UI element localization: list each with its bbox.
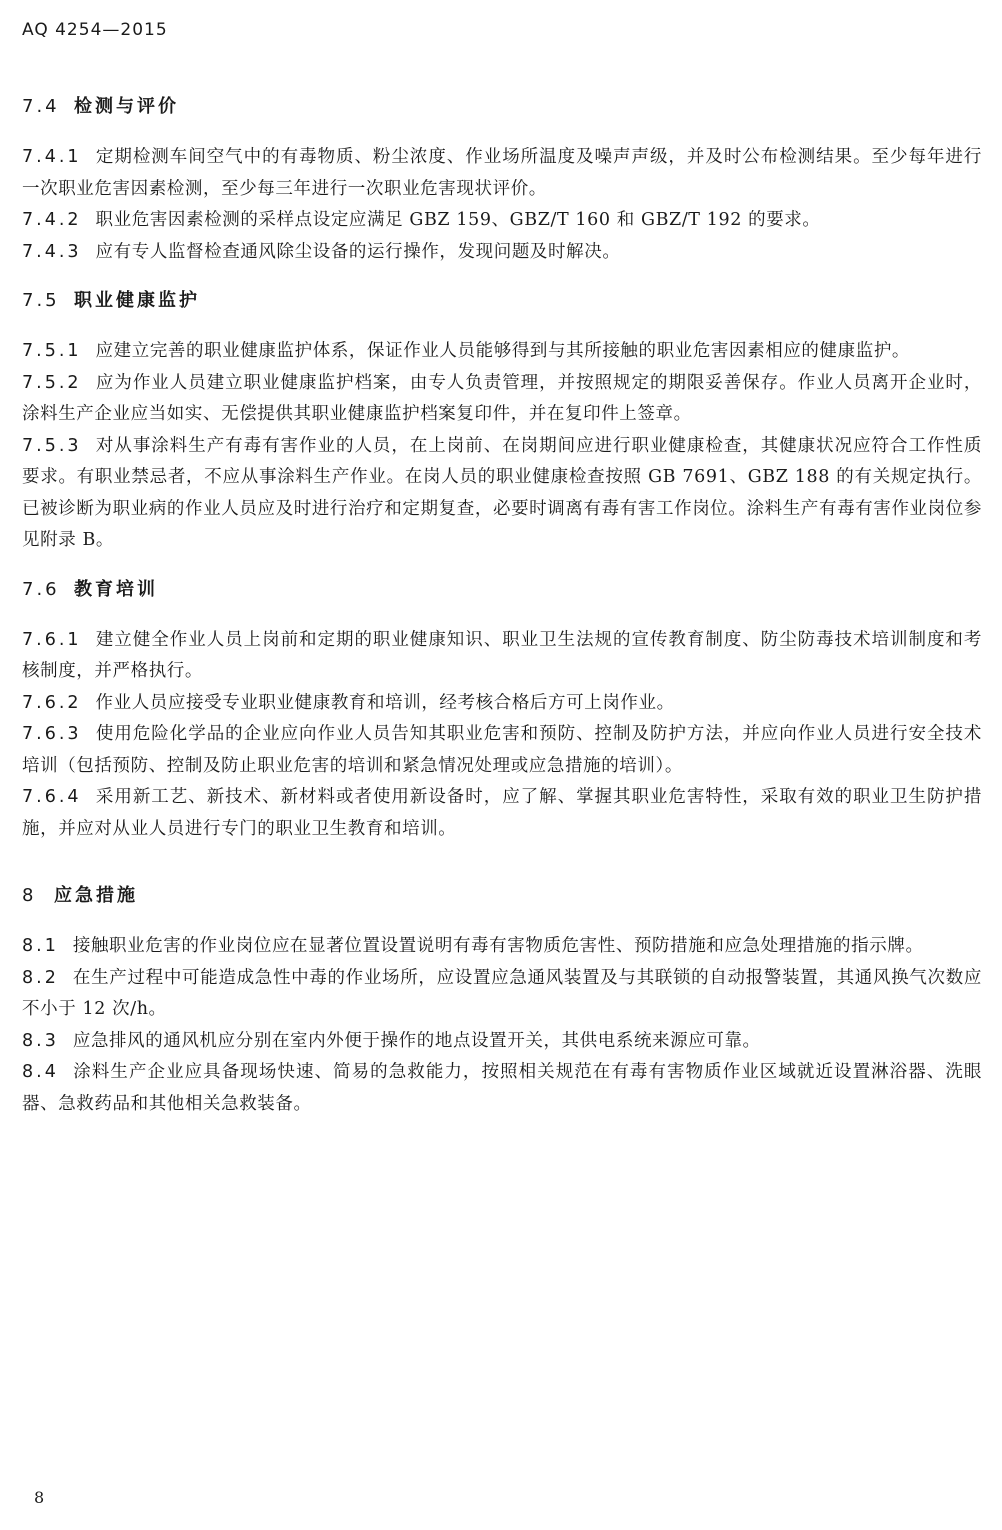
section-number: 7.5	[22, 290, 60, 311]
clause-paragraph	[22, 782, 982, 845]
chapter-number: 8	[22, 885, 37, 906]
clause-number: 7.4.1	[22, 147, 82, 167]
clause-paragraph	[22, 336, 982, 368]
clause-paragraph	[22, 625, 982, 688]
clause-number: 7.6.4	[22, 787, 82, 807]
section-heading	[22, 286, 982, 316]
section-7-5	[22, 286, 982, 557]
clause-number: 7.6.1	[22, 629, 82, 650]
section-title: 检测与评价	[74, 96, 179, 117]
clause-text: 涂料生产企业应具备现场快速、简易的急救能力，按照相关规范在有毒有害物质作业区域就近设置淋浴器、洗眼器、急救药品和其他相关急救装备。	[22, 1062, 982, 1114]
section-heading	[22, 575, 982, 605]
section-title: 教育培训	[74, 578, 158, 600]
clause-paragraph	[22, 963, 982, 1026]
clause-text: 在生产过程中可能造成急性中毒的作业场所，应设置应急通风装置及与其联锁的自动报警装置，其通风换气次数应不小于 12 次/h。	[22, 967, 982, 1019]
clause-paragraph	[22, 719, 982, 782]
clause-text: 采用新工艺、新技术、新材料或者使用新设备时，应了解、掌握其职业危害特性，采取有效的职业卫生防护措施，并应对从业人员进行专门的职业卫生教育和培训。	[22, 787, 982, 839]
clause-paragraph	[22, 205, 982, 237]
clause-paragraph	[22, 1057, 982, 1120]
clause-number: 7.4.2	[22, 210, 82, 230]
clause-number: 8.4	[22, 1062, 59, 1082]
section-title: 职业健康监护	[74, 290, 200, 311]
chapter-title: 应急措施	[54, 885, 138, 906]
section-7-6	[22, 575, 982, 846]
clause-text: 应建立完善的职业健康监护体系，保证作业人员能够得到与其所接触的职业危害因素相应的健康监护。	[95, 341, 911, 361]
section-heading	[22, 92, 982, 122]
clause-text: 接触职业危害的作业岗位应在显著位置设置说明有毒有害物质危害性、预防措施和应急处理措施的指示牌。	[72, 936, 924, 956]
document-body	[22, 92, 982, 1138]
clause-paragraph	[22, 688, 982, 720]
clause-paragraph	[22, 931, 982, 963]
clause-number: 8.2	[22, 967, 59, 988]
clause-text: 对从事涂料生产有毒有害作业的人员，在上岗前、在岗期间应进行职业健康检查，其健康状况应符合工作性质要求。有职业禁忌者，不应从事涂料生产作业。在岗人员的职业健康检查按照 GB 7691、GBZ 188 的有关规定执行。已被诊断为职业病的作业人员应及时进行治疗和定期复查，必要时调离有毒有害工作岗位。涂料生产有毒有害作业岗位参见附录 B。	[22, 435, 982, 550]
chapter-heading	[22, 881, 982, 911]
section-number: 7.4	[22, 96, 60, 117]
clause-number: 7.6.3	[22, 724, 82, 744]
clause-paragraph	[22, 142, 982, 205]
clause-number: 7.4.3	[22, 241, 82, 262]
clause-text: 应为作业人员建立职业健康监护档案，由专人负责管理，并按照规定的期限妥善保存。作业人员离开企业时，涂料生产企业应当如实、无偿提供其职业健康监护档案复印件，并在复印件上签章。	[22, 372, 982, 424]
clause-text: 职业危害因素检测的采样点设定应满足 GBZ 159、GBZ/T 160 和 GBZ/T 192 的要求。	[95, 210, 821, 230]
section-7-4	[22, 92, 982, 268]
clause-paragraph	[22, 237, 982, 269]
clause-paragraph	[22, 368, 982, 431]
clause-number: 7.5.1	[22, 341, 82, 361]
page-number: 8	[34, 1488, 45, 1507]
clause-number: 8.1	[22, 936, 59, 956]
clause-number: 7.5.3	[22, 435, 82, 456]
clause-text: 定期检测车间空气中的有毒物质、粉尘浓度、作业场所温度及噪声声级，并及时公布检测结果。至少每年进行一次职业危害因素检测，至少每三年进行一次职业危害现状评价。	[22, 147, 982, 199]
standard-code-header: AQ 4254—2015	[22, 20, 168, 40]
section-8	[22, 881, 982, 1120]
clause-paragraph	[22, 1026, 982, 1058]
clause-text: 使用危险化学品的企业应向作业人员告知其职业危害和预防、控制及防护方法，并应向作业人员进行安全技术培训（包括预防、控制及防止职业危害的培训和紧急情况处理或应急措施的培训）。	[22, 724, 982, 776]
clause-text: 建立健全作业人员上岗前和定期的职业健康知识、职业卫生法规的宣传教育制度、防尘防毒技术培训制度和考核制度，并严格执行。	[22, 629, 982, 681]
clause-paragraph	[22, 431, 982, 557]
section-number: 7.6	[22, 578, 60, 600]
clause-number: 7.5.2	[22, 372, 82, 393]
clause-number: 7.6.2	[22, 692, 82, 713]
clause-number: 8.3	[22, 1030, 59, 1051]
clause-text: 应急排风的通风机应分别在室内外便于操作的地点设置开关，其供电系统来源应可靠。	[72, 1030, 761, 1051]
clause-text: 作业人员应接受专业职业健康教育和培训，经考核合格后方可上岗作业。	[95, 692, 675, 713]
clause-text: 应有专人监督检查通风除尘设备的运行操作，发现问题及时解决。	[95, 241, 621, 262]
